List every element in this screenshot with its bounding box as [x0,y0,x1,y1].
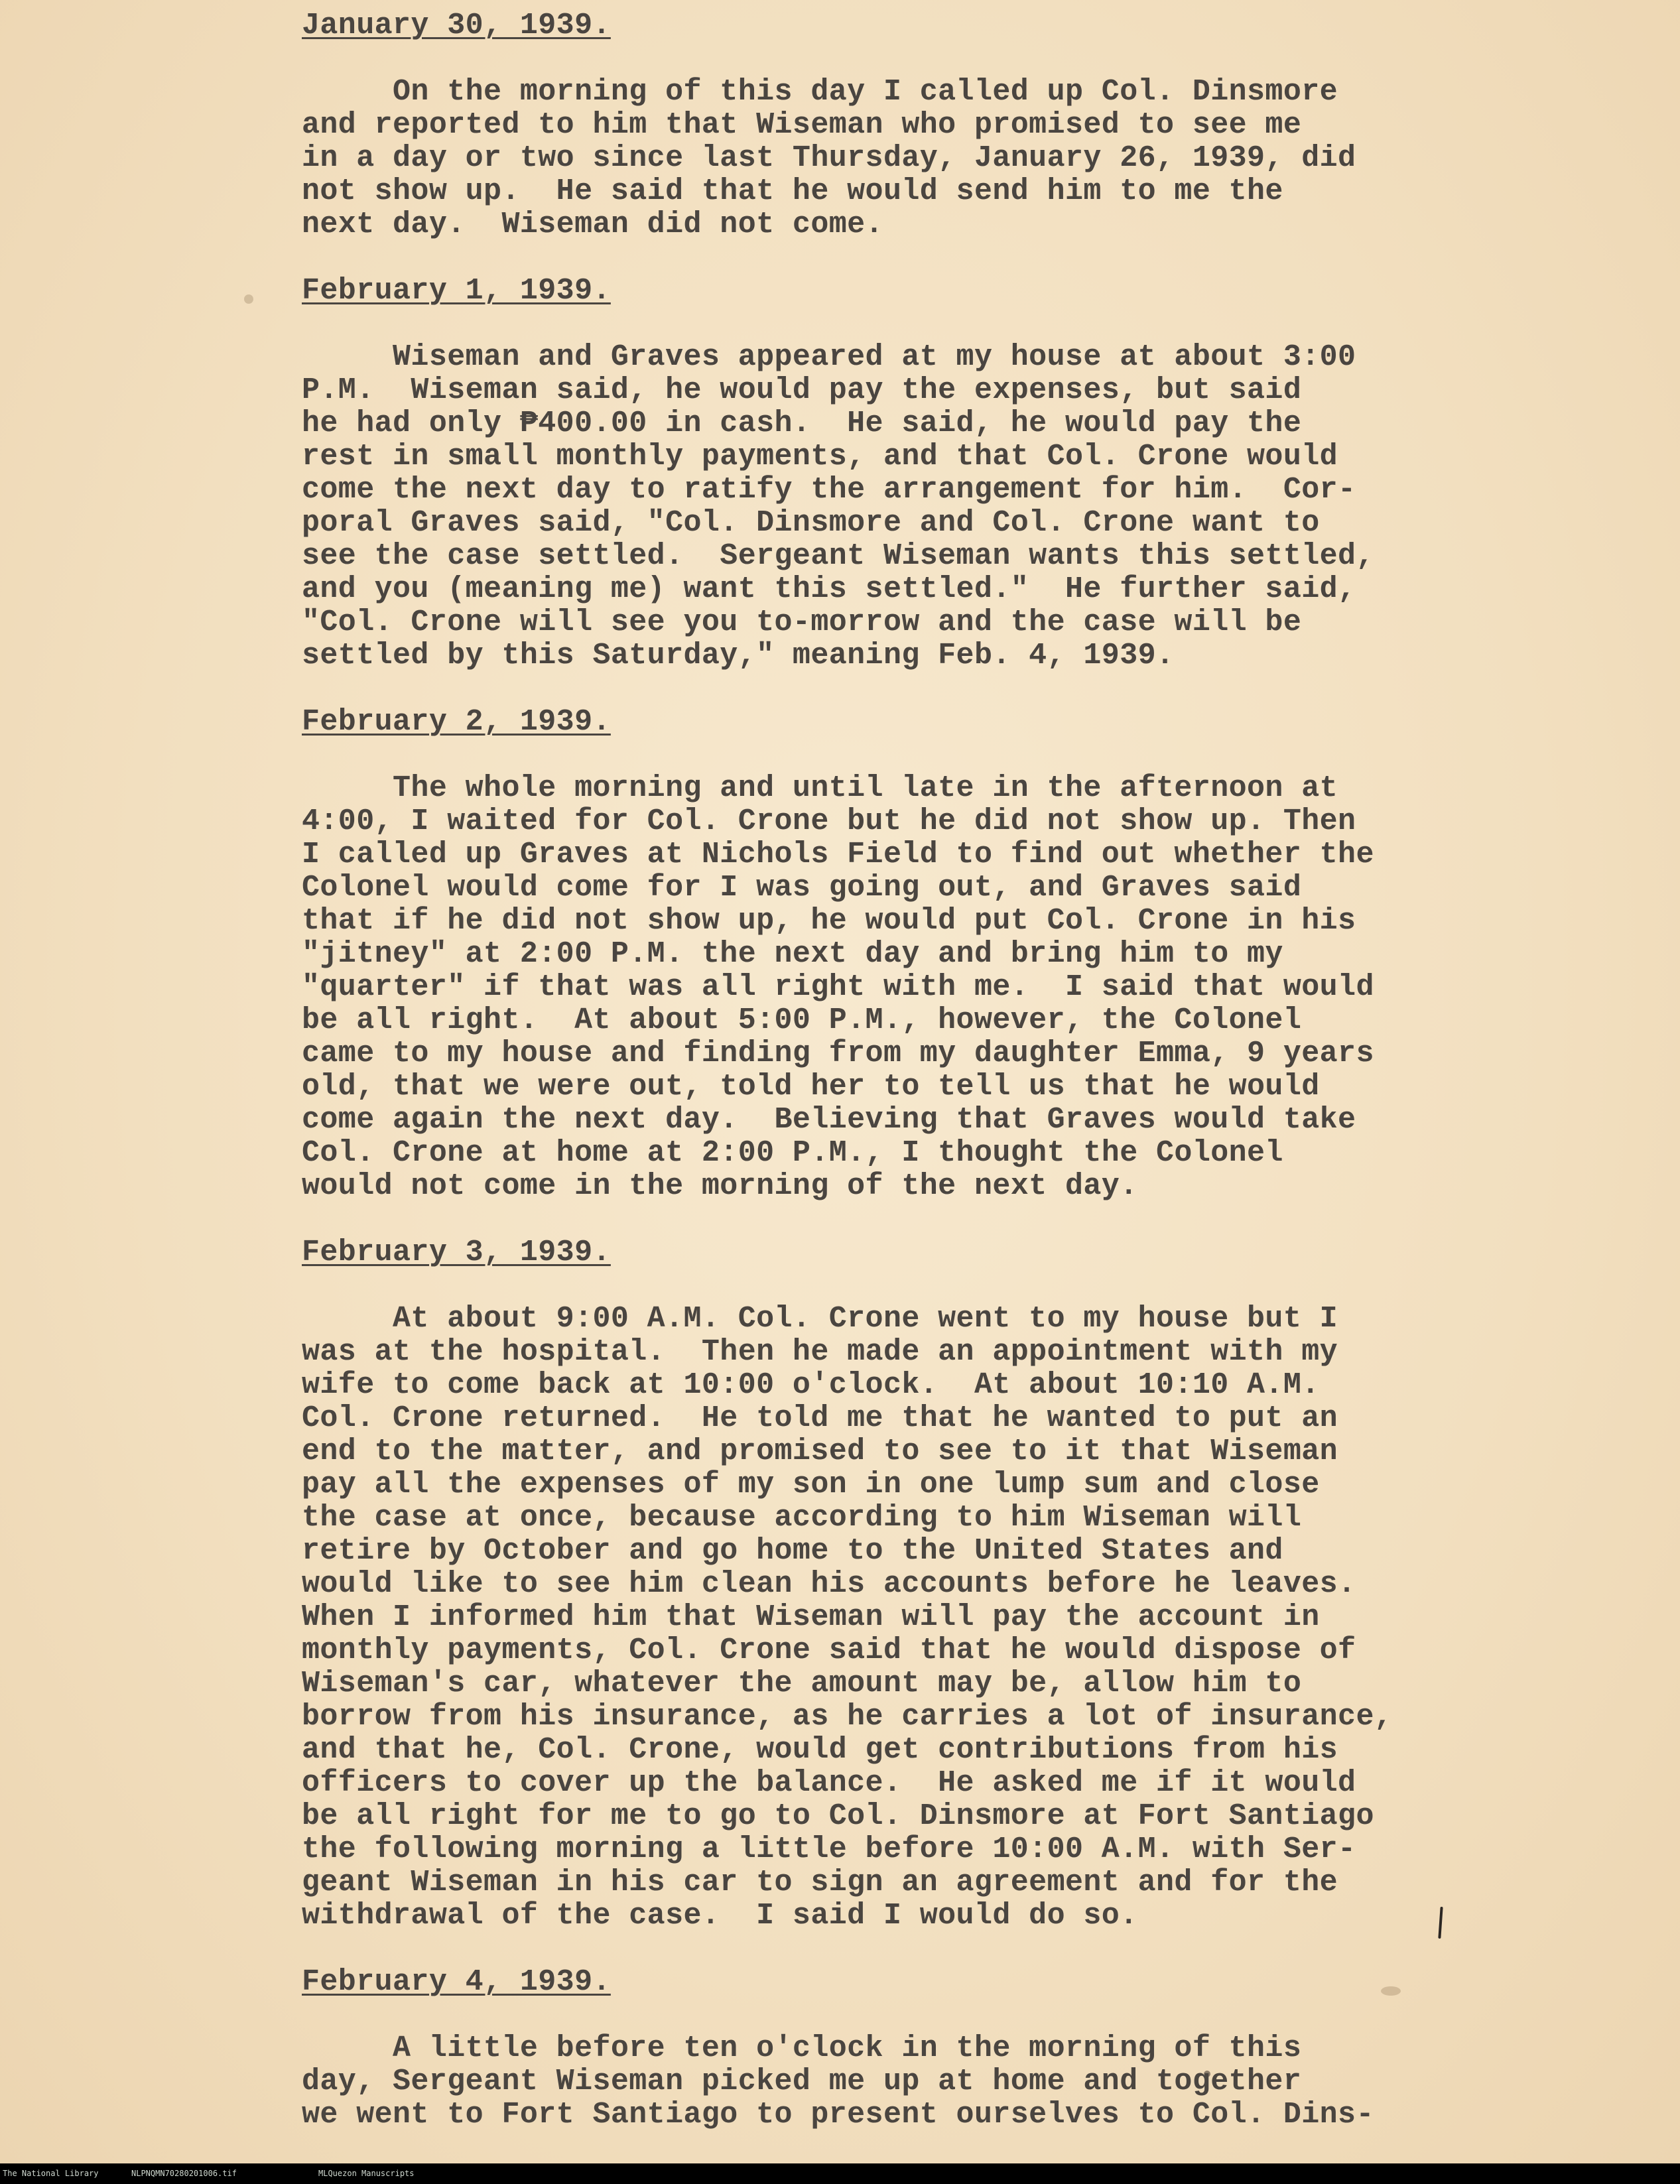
text-line: be all right for me to go to Col. Dinsmore at Fort Santiago [302,1799,1374,1833]
text-line: P.M. Wiseman said, he would pay the expenses, but said [302,373,1302,407]
text-line: borrow from his insurance, as he carries a lot of insurance, [302,1700,1393,1734]
text-line: would not come in the morning of the next day. [302,1169,1138,1203]
diary-entry [302,706,1502,1236]
entry-date: February 2, 1939. [302,705,611,739]
entry-date: February 1, 1939. [302,274,611,308]
text-line: not show up. He said that he would send him to me the [302,174,1283,208]
text-line: withdrawal of the case. I said I would do so. [302,1899,1138,1933]
entry-paragraph [302,1303,1502,1933]
typewritten-diary [302,9,1502,2132]
text-line: The whole morning and until late in the afternoon at [302,771,1338,805]
text-line: monthly payments, Col. Crone said that he would dispose of [302,1634,1356,1667]
text-line: Col. Crone at home at 2:00 P.M., I thought the Colonel [302,1136,1283,1170]
text-line: officers to cover up the balance. He asked me if it would [302,1766,1356,1800]
text-line: come the next day to ratify the arrangement for him. Cor- [302,473,1356,507]
footer-library: The National Library [3,2169,99,2178]
footer-collection: MLQuezon Manuscripts [318,2169,415,2178]
entry-date: February 3, 1939. [302,1236,611,1269]
text-line: see the case settled. Sergeant Wiseman wants this settled, [302,539,1374,573]
text-line: retire by October and go home to the United States and [302,1534,1283,1568]
text-line: At about 9:00 A.M. Col. Crone went to my house but I [302,1302,1338,1336]
text-line: end to the matter, and promised to see to it that Wiseman [302,1435,1338,1468]
text-line: Wiseman's car, whatever the amount may be, allow him to [302,1667,1302,1701]
entry-paragraph [302,772,1502,1203]
text-line: settled by this Saturday," meaning Feb. 4, 1939. [302,639,1175,673]
entry-paragraph [302,341,1502,673]
text-line: 4:00, I waited for Col. Crone but he did not show up. Then [302,804,1356,838]
text-line: would like to see him clean his accounts before he leaves. [302,1567,1356,1601]
text-line: came to my house and finding from my daughter Emma, 9 years [302,1037,1374,1070]
text-line: Wiseman and Graves appeared at my house at about 3:00 [302,340,1356,374]
text-line: A little before ten o'clock in the morning of this [302,2031,1302,2065]
entry-paragraph [302,2032,1502,2132]
diary-entry [302,275,1502,706]
text-line: Colonel would come for I was going out, and Graves said [302,871,1302,905]
text-line: wife to come back at 10:00 o'clock. At about 10:10 A.M. [302,1368,1320,1402]
text-line: On the morning of this day I called up Col. Dinsmore [302,75,1338,109]
text-line: and you (meaning me) want this settled." He further said, [302,572,1356,606]
text-line: geant Wiseman in his car to sign an agreement and for the [302,1866,1338,1899]
text-line: the case at once, because according to him Wiseman will [302,1501,1302,1535]
text-line: "quarter" if that was all right with me. I said that would [302,970,1374,1004]
text-line: and reported to him that Wiseman who promised to see me [302,108,1302,142]
diary-entry [302,9,1502,275]
text-line: old, that we were out, told her to tell us that he would [302,1070,1320,1104]
text-line: next day. Wiseman did not come. [302,208,883,241]
text-line: "jitney" at 2:00 P.M. the next day and bring him to my [302,937,1283,971]
diary-entry [302,1966,1502,2132]
text-line: we went to Fort Santiago to present ourselves to Col. Dins- [302,2098,1374,2132]
entry-date: February 4, 1939. [302,1965,611,1999]
text-line: day, Sergeant Wiseman picked me up at home and together [302,2065,1302,2098]
text-line: come again the next day. Believing that Graves would take [302,1103,1356,1137]
scan-footer-bar [0,2163,1680,2184]
paper-stain [244,294,253,304]
text-line: "Col. Crone will see you to-morrow and the case will be [302,606,1302,639]
text-line: poral Graves said, "Col. Dinsmore and Col. Crone want to [302,506,1320,540]
diary-entry [302,1236,1502,1966]
text-line: be all right. At about 5:00 P.M., however, the Colonel [302,1003,1302,1037]
text-line: he had only ₱400.00 in cash. He said, he would pay the [302,407,1302,440]
text-line: Col. Crone returned. He told me that he wanted to put an [302,1401,1338,1435]
text-line: When I informed him that Wiseman will pay the account in [302,1600,1320,1634]
text-line: and that he, Col. Crone, would get contributions from his [302,1733,1338,1767]
text-line: pay all the expenses of my son in one lump sum and close [302,1468,1320,1502]
text-line: in a day or two since last Thursday, January 26, 1939, did [302,141,1356,175]
text-line: rest in small monthly payments, and that Col. Crone would [302,440,1338,474]
entry-date: January 30, 1939. [302,9,611,42]
text-line: the following morning a little before 10:00 A.M. with Ser- [302,1832,1356,1866]
footer-filename: NLPNQMN70280201006.tif [131,2169,237,2178]
entry-paragraph [302,76,1502,241]
text-line: was at the hospital. Then he made an appointment with my [302,1335,1338,1369]
text-line: I called up Graves at Nichols Field to find out whether the [302,838,1374,871]
text-line: that if he did not show up, he would put Col. Crone in his [302,904,1356,938]
